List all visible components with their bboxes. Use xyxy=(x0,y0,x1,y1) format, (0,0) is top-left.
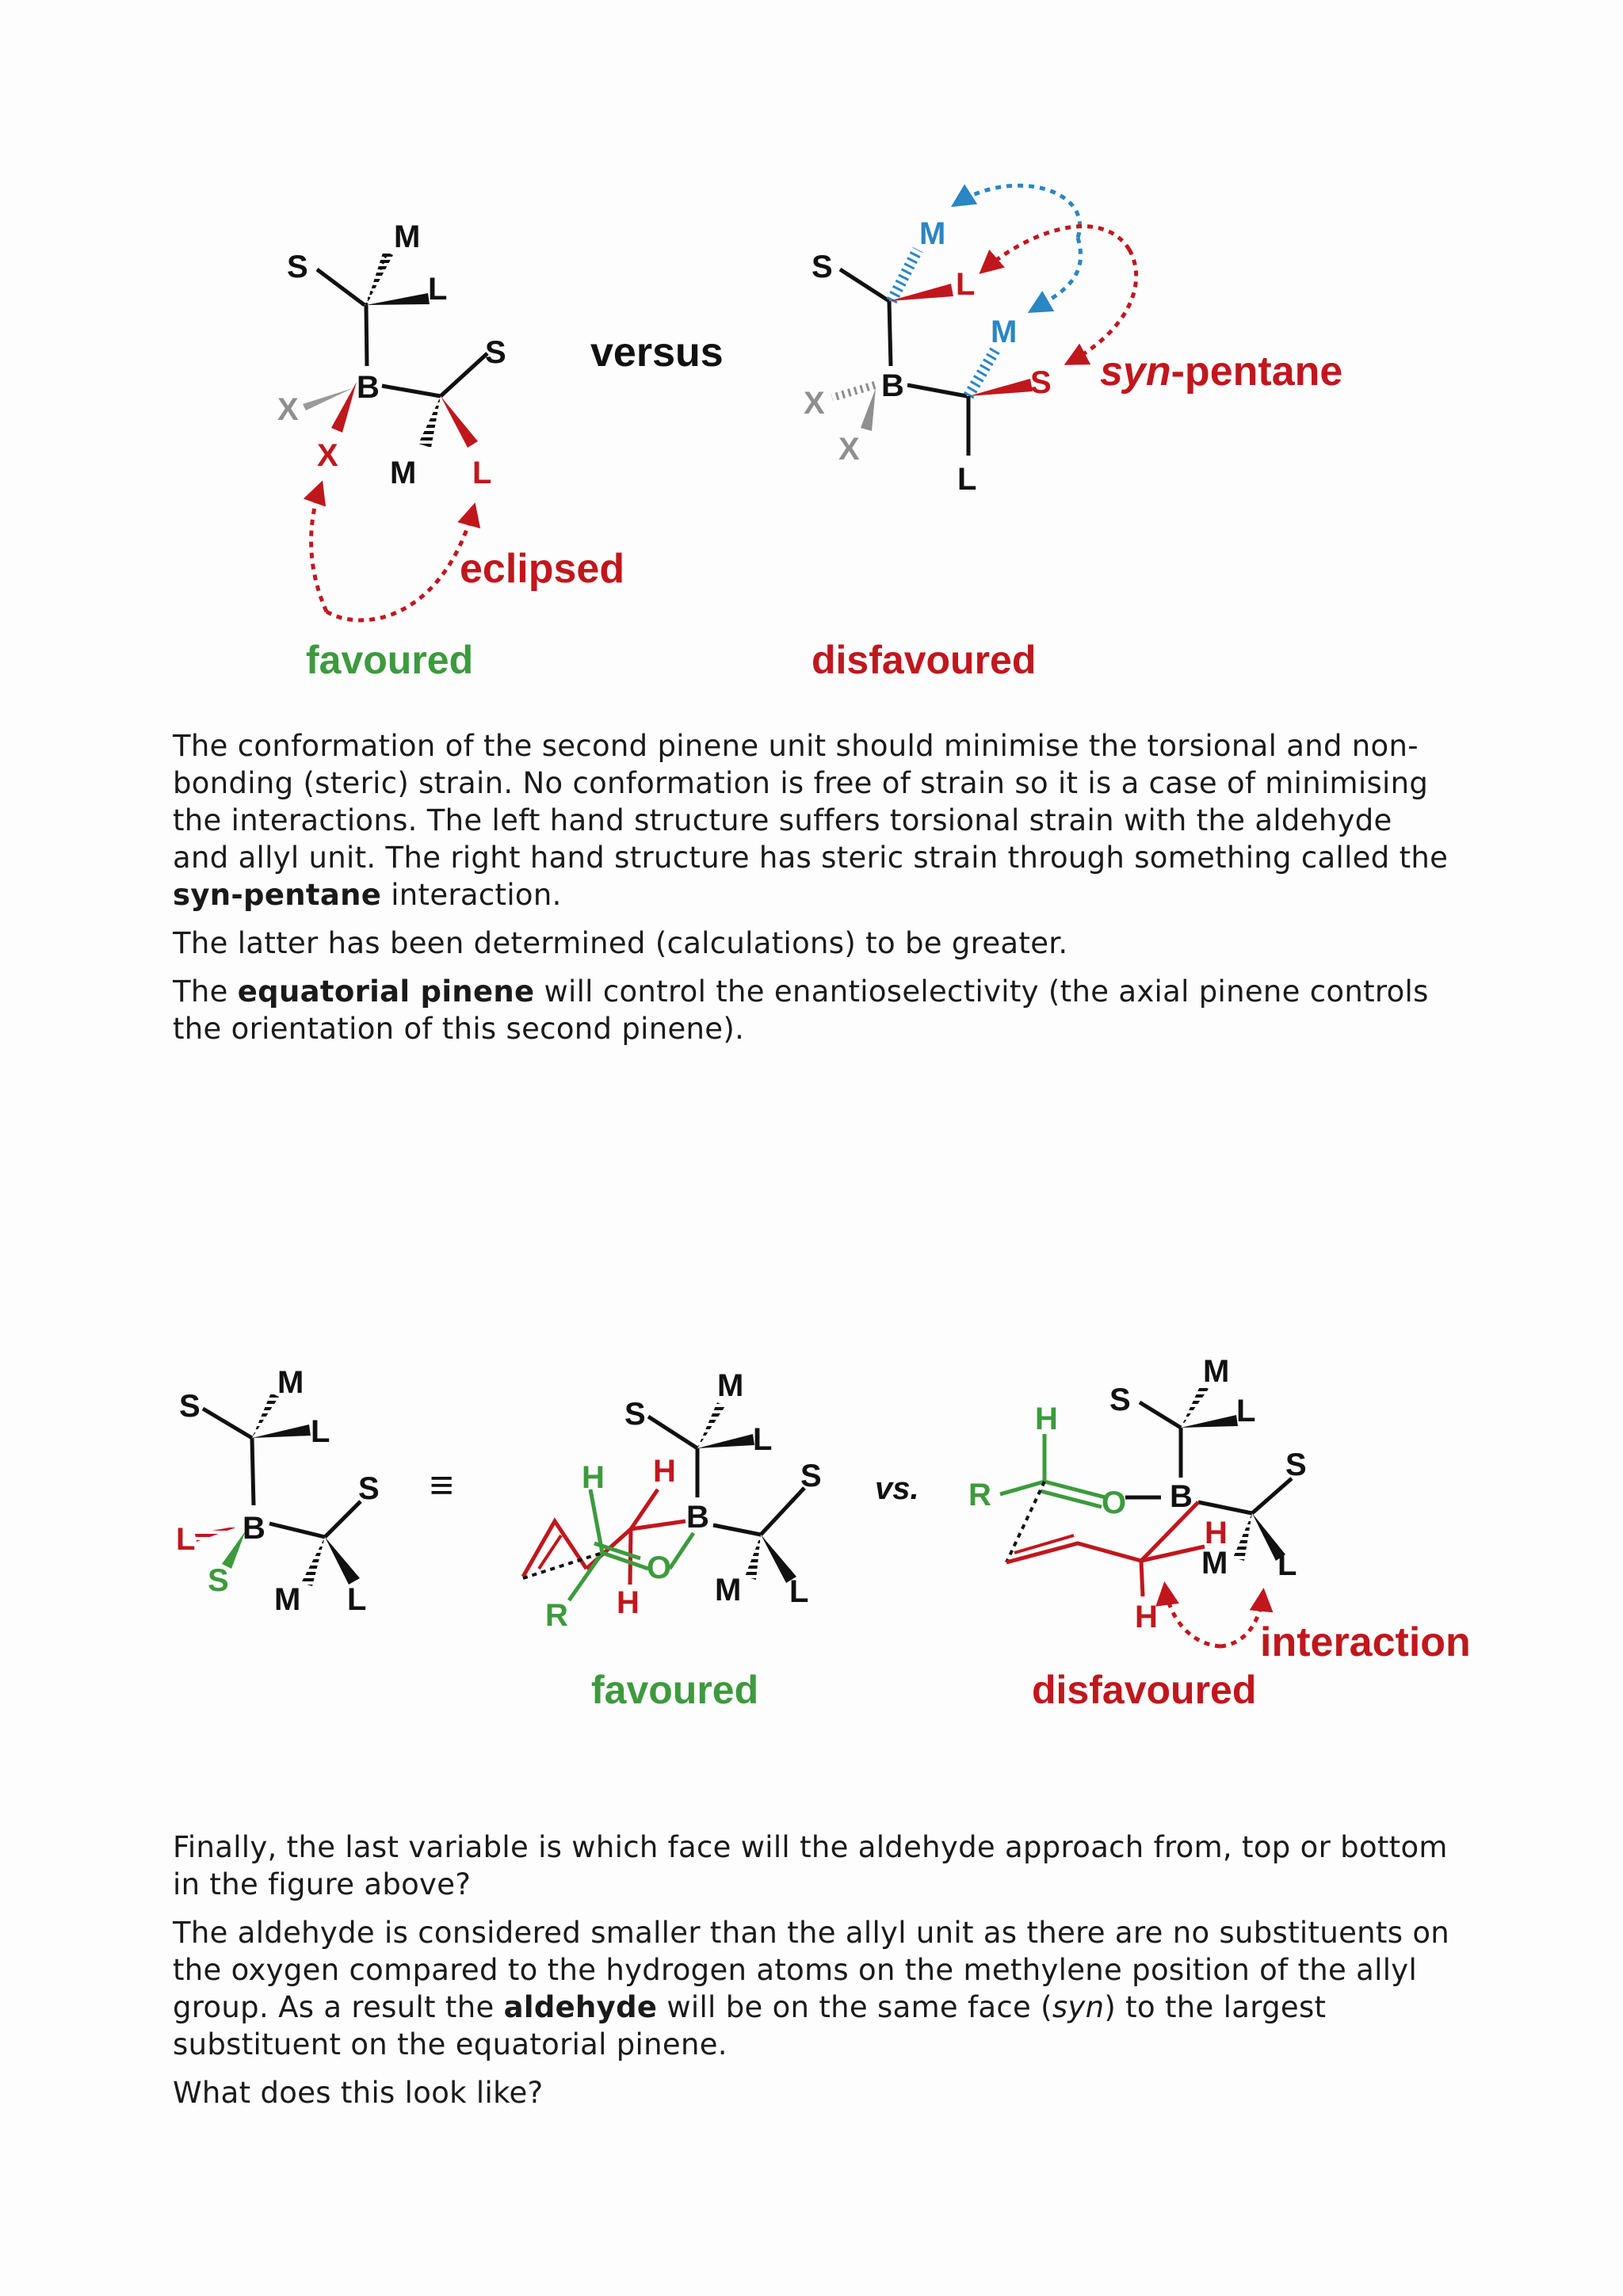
atom-s: S xyxy=(485,335,506,370)
wedge-bond xyxy=(252,1425,311,1438)
atom-s: S xyxy=(1285,1447,1307,1482)
text-run: will be on the same face ( xyxy=(657,1990,1052,2024)
vs-label: vs. xyxy=(875,1471,919,1506)
atom-l: L xyxy=(753,1422,773,1457)
paragraph xyxy=(173,973,1457,1047)
atom-l: L xyxy=(472,456,492,490)
atom-x: X xyxy=(838,432,860,467)
interaction-label: interaction xyxy=(1260,1619,1471,1665)
hashed-bond xyxy=(195,1525,242,1542)
interaction-arrow xyxy=(1220,1592,1263,1646)
atom-s: S xyxy=(287,250,308,284)
interaction-arrow xyxy=(1165,1586,1220,1646)
atom-m: M xyxy=(1201,1546,1228,1581)
atom-l: L xyxy=(1277,1547,1297,1582)
atom-b: B xyxy=(242,1511,265,1546)
eclipsed-interaction-arrow xyxy=(311,485,327,612)
red-interaction-arrow xyxy=(983,227,1129,271)
wedge-bond xyxy=(697,1434,754,1448)
atom-m: M xyxy=(1203,1354,1230,1389)
text-run: The latter has been determined (calculations) to be greater. xyxy=(173,926,1068,960)
atom-h: H xyxy=(617,1585,640,1620)
conformation-comparison-figure xyxy=(0,158,1623,713)
text-run: ) to the largest substituent on the equatorial pinene. xyxy=(173,1990,1327,2061)
atom-h: H xyxy=(1135,1600,1158,1634)
wedge-bond xyxy=(331,382,357,433)
atom-x: X xyxy=(277,392,299,427)
atom-o: O xyxy=(647,1550,672,1585)
bold-term: equatorial pinene xyxy=(237,974,535,1009)
atom-x: X xyxy=(317,438,338,473)
text-run: The aldehyde is considered smaller than the allyl unit as there are no substituents on the oxygen compared to the hydrogen atoms on the methylene position of the allyl group. As a result the xyxy=(173,1916,1450,2024)
eclipsed-interaction-arrow xyxy=(327,507,474,620)
paragraph xyxy=(173,2074,1457,2111)
atom-h: H xyxy=(1035,1402,1058,1436)
text-run: Finally, the last variable is which face will the aldehyde approach from, top or bottom in the figure above? xyxy=(173,1830,1448,1901)
atom-m: M xyxy=(991,315,1018,349)
hashed-bond xyxy=(418,396,441,448)
favoured-caption: favoured xyxy=(306,638,474,682)
atom-m: M xyxy=(277,1365,304,1400)
hashed-bond xyxy=(832,385,875,398)
favoured-conformer-structure xyxy=(277,219,624,682)
explanation-text-top xyxy=(173,727,1457,1058)
atom-h: H xyxy=(582,1460,605,1495)
atom-r: R xyxy=(968,1478,991,1512)
paragraph xyxy=(173,1829,1457,1903)
blue-interaction-arrow xyxy=(955,185,1080,238)
text-run: interaction. xyxy=(381,878,562,912)
text-run: The xyxy=(173,974,238,1009)
wedge-bond xyxy=(366,293,430,305)
blue-interaction-arrow xyxy=(1032,238,1081,311)
eclipsed-label: eclipsed xyxy=(460,546,625,592)
disfavoured-caption: disfavoured xyxy=(812,638,1037,682)
atom-s: S xyxy=(800,1459,822,1493)
explanation-text-bottom xyxy=(173,1829,1457,2122)
hashed-bond xyxy=(697,1402,725,1448)
atom-b: B xyxy=(686,1500,709,1535)
hashed-bond xyxy=(1233,1513,1252,1561)
atom-l: L xyxy=(311,1414,330,1449)
atom-s: S xyxy=(624,1397,646,1432)
atom-m: M xyxy=(717,1368,744,1403)
atom-l: L xyxy=(956,267,976,302)
transition-state-comparison-figure xyxy=(0,1331,1623,1743)
atom-s: S xyxy=(812,250,833,284)
red-interaction-arrow xyxy=(1068,250,1136,363)
pinene-borane-structure xyxy=(176,1365,380,1617)
disfavoured-conformer-structure xyxy=(804,185,1342,682)
favoured-transition-state xyxy=(523,1368,822,1712)
text-run: The conformation of the second pinene unit should minimise the torsional and non-bonding (steric) strain. No conformation is free of strain so it is a case of minimising the interactions. The left hand structure suffers torsional strain with the aldehyde and allyl unit. The right hand structure has steric strain through something called the xyxy=(173,729,1449,875)
atom-s: S xyxy=(358,1471,380,1506)
atom-m: M xyxy=(394,219,421,254)
hashed-bond xyxy=(745,1535,761,1580)
atom-s: S xyxy=(1109,1383,1131,1417)
atom-s: S xyxy=(208,1563,229,1598)
atom-b: B xyxy=(881,368,904,403)
atom-o: O xyxy=(1102,1486,1127,1520)
disfavoured-caption: disfavoured xyxy=(1032,1668,1257,1712)
atom-l: L xyxy=(1236,1394,1256,1428)
text-run: What does this look like? xyxy=(173,2076,544,2110)
hashed-bond xyxy=(968,347,997,396)
atom-l: L xyxy=(789,1574,809,1609)
favoured-caption: favoured xyxy=(591,1668,759,1712)
atom-h: H xyxy=(1205,1516,1228,1550)
paragraph xyxy=(173,925,1457,962)
paragraph xyxy=(173,1914,1457,2063)
versus-label: versus xyxy=(590,330,724,376)
equivalence-symbol: ≡ xyxy=(430,1463,454,1508)
atom-r: R xyxy=(545,1598,568,1633)
syn-pentane-label: syn-pentane xyxy=(1100,349,1343,395)
wedge-bond xyxy=(325,1537,360,1585)
atom-b: B xyxy=(1170,1479,1193,1514)
wedge-bond xyxy=(968,379,1033,396)
atom-s: S xyxy=(1030,365,1052,400)
disfavoured-transition-state xyxy=(968,1354,1471,1712)
atom-x: X xyxy=(804,386,825,421)
atom-h: H xyxy=(653,1454,676,1489)
text-run: will control the enantioselectivity (the axial pinene controls the orientation of this second pinene). xyxy=(173,974,1429,1046)
atom-m: M xyxy=(274,1582,301,1617)
bold-term: aldehyde xyxy=(503,1990,658,2024)
wedge-bond xyxy=(441,396,478,448)
atom-s: S xyxy=(179,1389,200,1424)
atom-m: M xyxy=(919,216,946,251)
hashed-bond xyxy=(366,250,393,305)
atom-m: M xyxy=(390,456,417,490)
hashed-bond xyxy=(301,1537,325,1586)
hashed-bond xyxy=(1181,1385,1209,1428)
atom-l: L xyxy=(428,272,448,307)
atom-m: M xyxy=(715,1573,742,1608)
atom-l: L xyxy=(347,1582,367,1617)
atom-b: B xyxy=(357,370,380,405)
italic-term: syn xyxy=(1052,1990,1105,2024)
atom-l: L xyxy=(957,462,977,497)
bold-term: syn-pentane xyxy=(173,878,382,912)
wedge-bond xyxy=(861,388,876,431)
paragraph xyxy=(173,727,1457,913)
wedge-bond xyxy=(1181,1415,1238,1428)
atom-l: L xyxy=(176,1522,196,1557)
hashed-bond xyxy=(252,1393,279,1438)
